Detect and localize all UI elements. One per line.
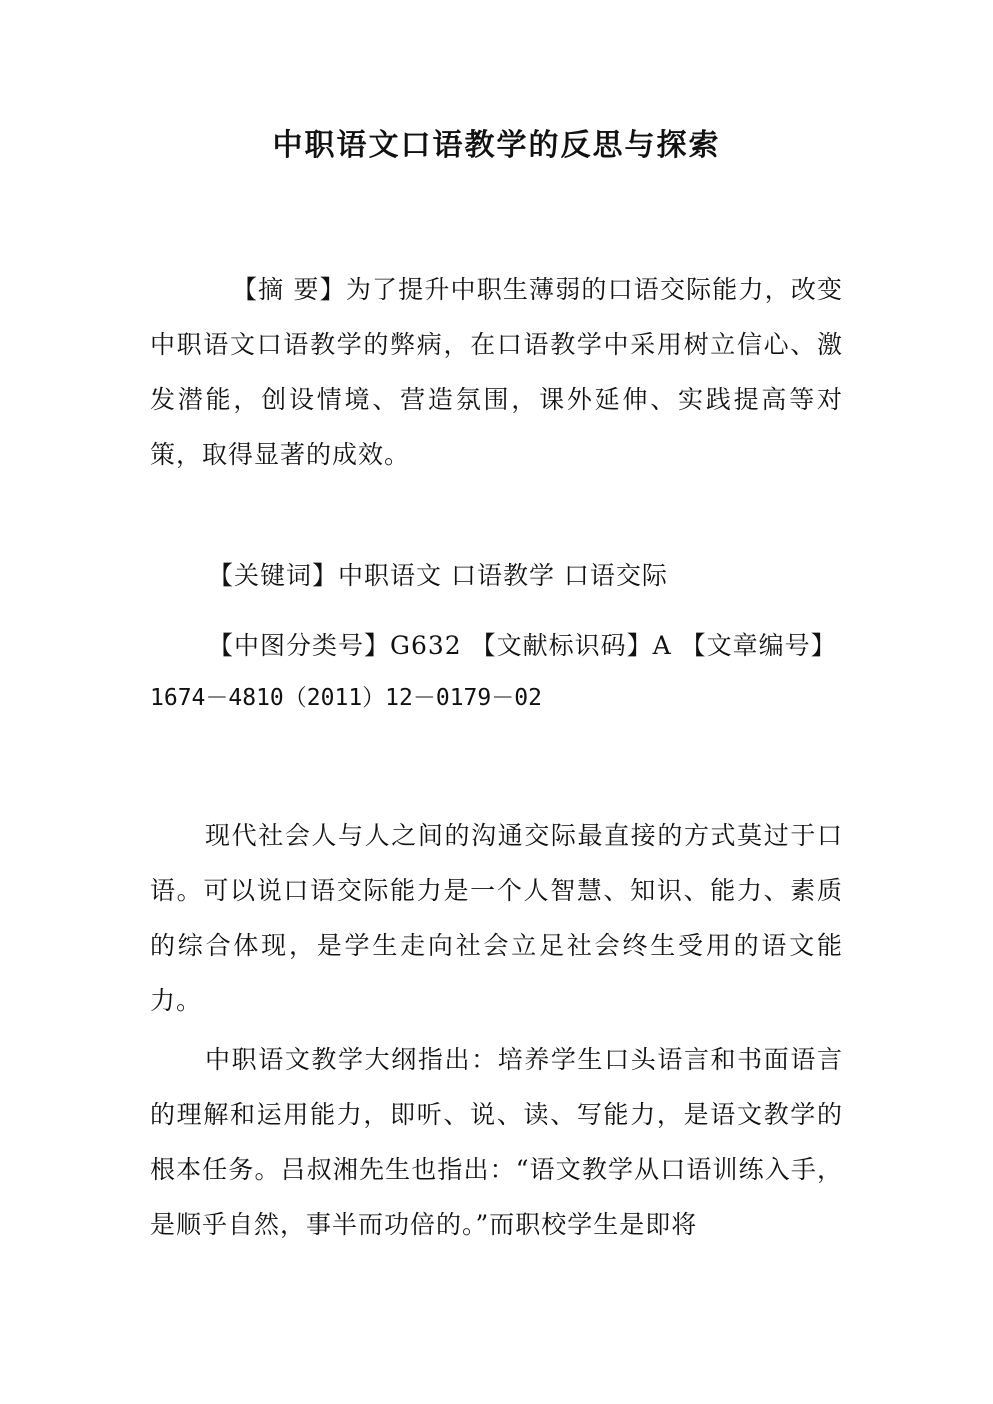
keywords-line: 【关键词】中职语文 口语教学 口语交际 (208, 561, 668, 590)
document-title: 中职语文口语教学的反思与探索 (272, 128, 721, 163)
article-number: 1674－4810（2011）12－0179－02 (150, 685, 542, 711)
body-paragraph-2: 中职语文教学大纲指出：培养学生口头语言和书面语言的理解和运用能力，即听、说、读、写能力，是语文教学的根本任务。吕叔湘先生也指出：“语文教学从口语训练入手，是顺乎自然，事半而功倍的。”而职校学生是即将 (150, 1045, 843, 1239)
classification-line: 【中图分类号】G632 【文献标识码】A 【文章编号】 (208, 631, 837, 660)
body-paragraph-1: 现代社会人与人之间的沟通交际最直接的方式莫过于口语。可以说口语交际能力是一个人智慧、知识、能力、素质的综合体现，是学生走向社会立足社会终生受用的语文能力。 (150, 821, 843, 1015)
abstract-paragraph: 【摘 要】为了提升中职生薄弱的口语交际能力，改变中职语文口语教学的弊病，在口语教学中采用树立信心、激发潜能，创设情境、营造氛围，课外延伸、实践提高等对策，取得显著的成效。 (150, 275, 843, 469)
